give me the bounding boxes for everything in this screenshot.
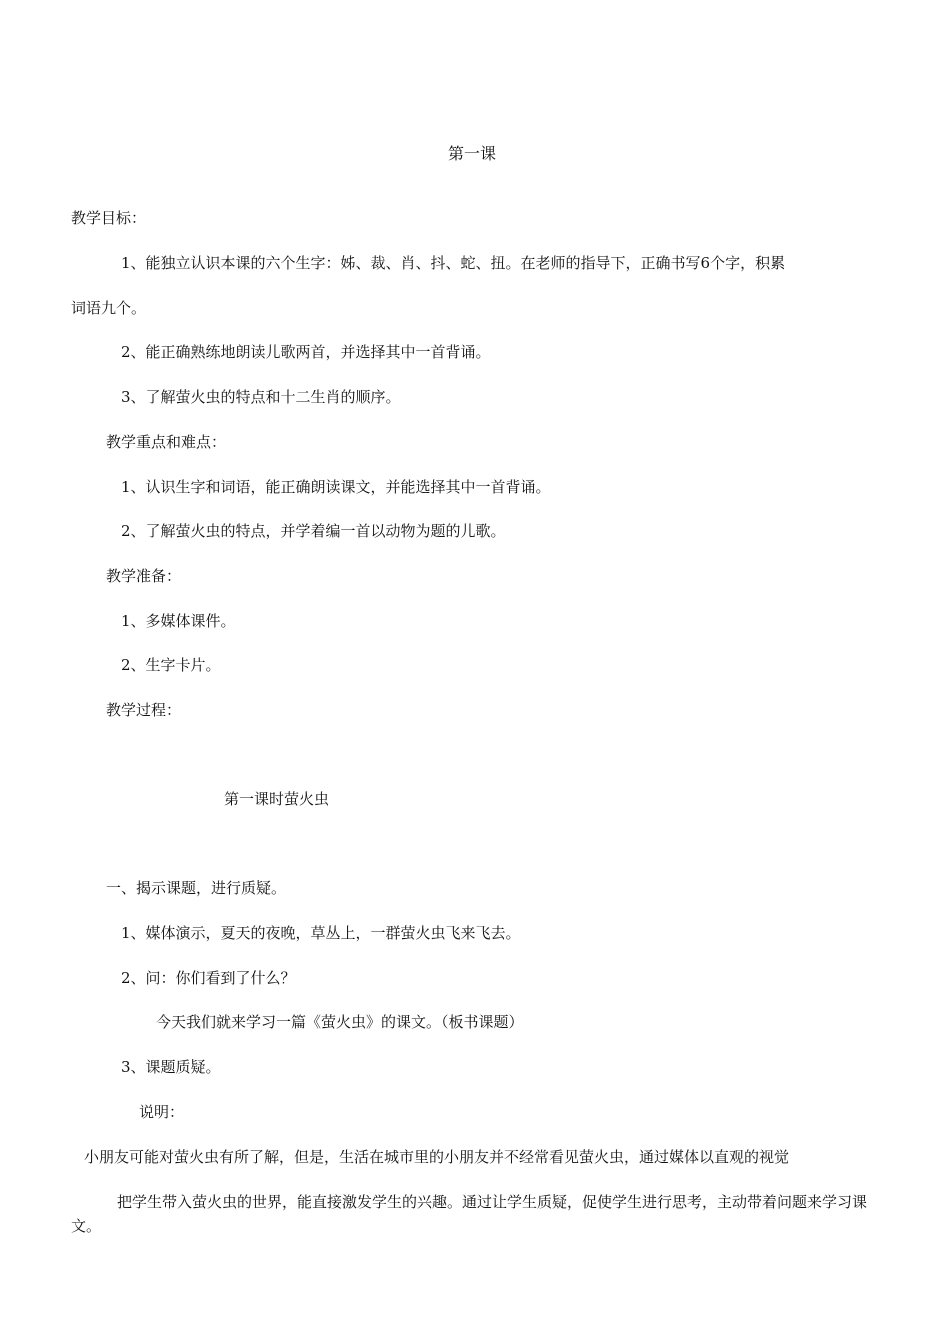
explain-paragraph-2: 把学生带入萤火虫的世界，能直接激发学生的兴趣。通过让学生质疑，促使学生进行思考，主动带着问题来学习课文。	[71, 1193, 868, 1235]
step-3: 3、课题质疑。	[121, 1058, 221, 1076]
explain-label: 说明：	[139, 1103, 185, 1121]
process-heading: 教学过程：	[106, 701, 182, 719]
goal-1-line-2: 词语九个。	[71, 299, 147, 317]
doc-title: 第一课	[448, 144, 497, 163]
step-2-note: 今天我们就来学习一篇《萤火虫》的课文。（板书课题）	[156, 1013, 524, 1031]
prep-2: 2、生字卡片。	[121, 656, 221, 674]
goal-3: 3、了解萤火虫的特点和十二生肖的顺序。	[121, 388, 401, 406]
prep-heading: 教学准备：	[106, 567, 182, 585]
key-heading: 教学重点和难点：	[106, 433, 227, 451]
key-1: 1、认识生字和词语，能正确朗读课文，并能选择其中一首背诵。	[121, 478, 551, 496]
explain-line-1: 小朋友可能对萤火虫有所了解，但是，生活在城市里的小朋友并不经常看见萤火虫，通过媒体以直观的视觉	[84, 1148, 790, 1166]
step-2: 2、问：你们看到了什么？	[121, 969, 296, 987]
step-1: 1、媒体演示，夏天的夜晚，草丛上，一群萤火虫飞来飞去。	[121, 924, 521, 942]
lesson-title: 第一课时萤火虫	[224, 790, 330, 808]
goal-2: 2、能正确熟练地朗读儿歌两首，并选择其中一首背诵。	[121, 343, 491, 361]
prep-1: 1、多媒体课件。	[121, 612, 236, 630]
step-heading: 一、揭示课题，进行质疑。	[106, 879, 287, 897]
goal-1-line-1: 1、能独立认识本课的六个生字：姊、裁、肖、抖、蛇、扭。在老师的指导下，正确书写6个字，积累	[121, 254, 786, 272]
goals-heading: 教学目标：	[71, 209, 147, 227]
key-2: 2、了解萤火虫的特点，并学着编一首以动物为题的儿歌。	[121, 522, 506, 540]
